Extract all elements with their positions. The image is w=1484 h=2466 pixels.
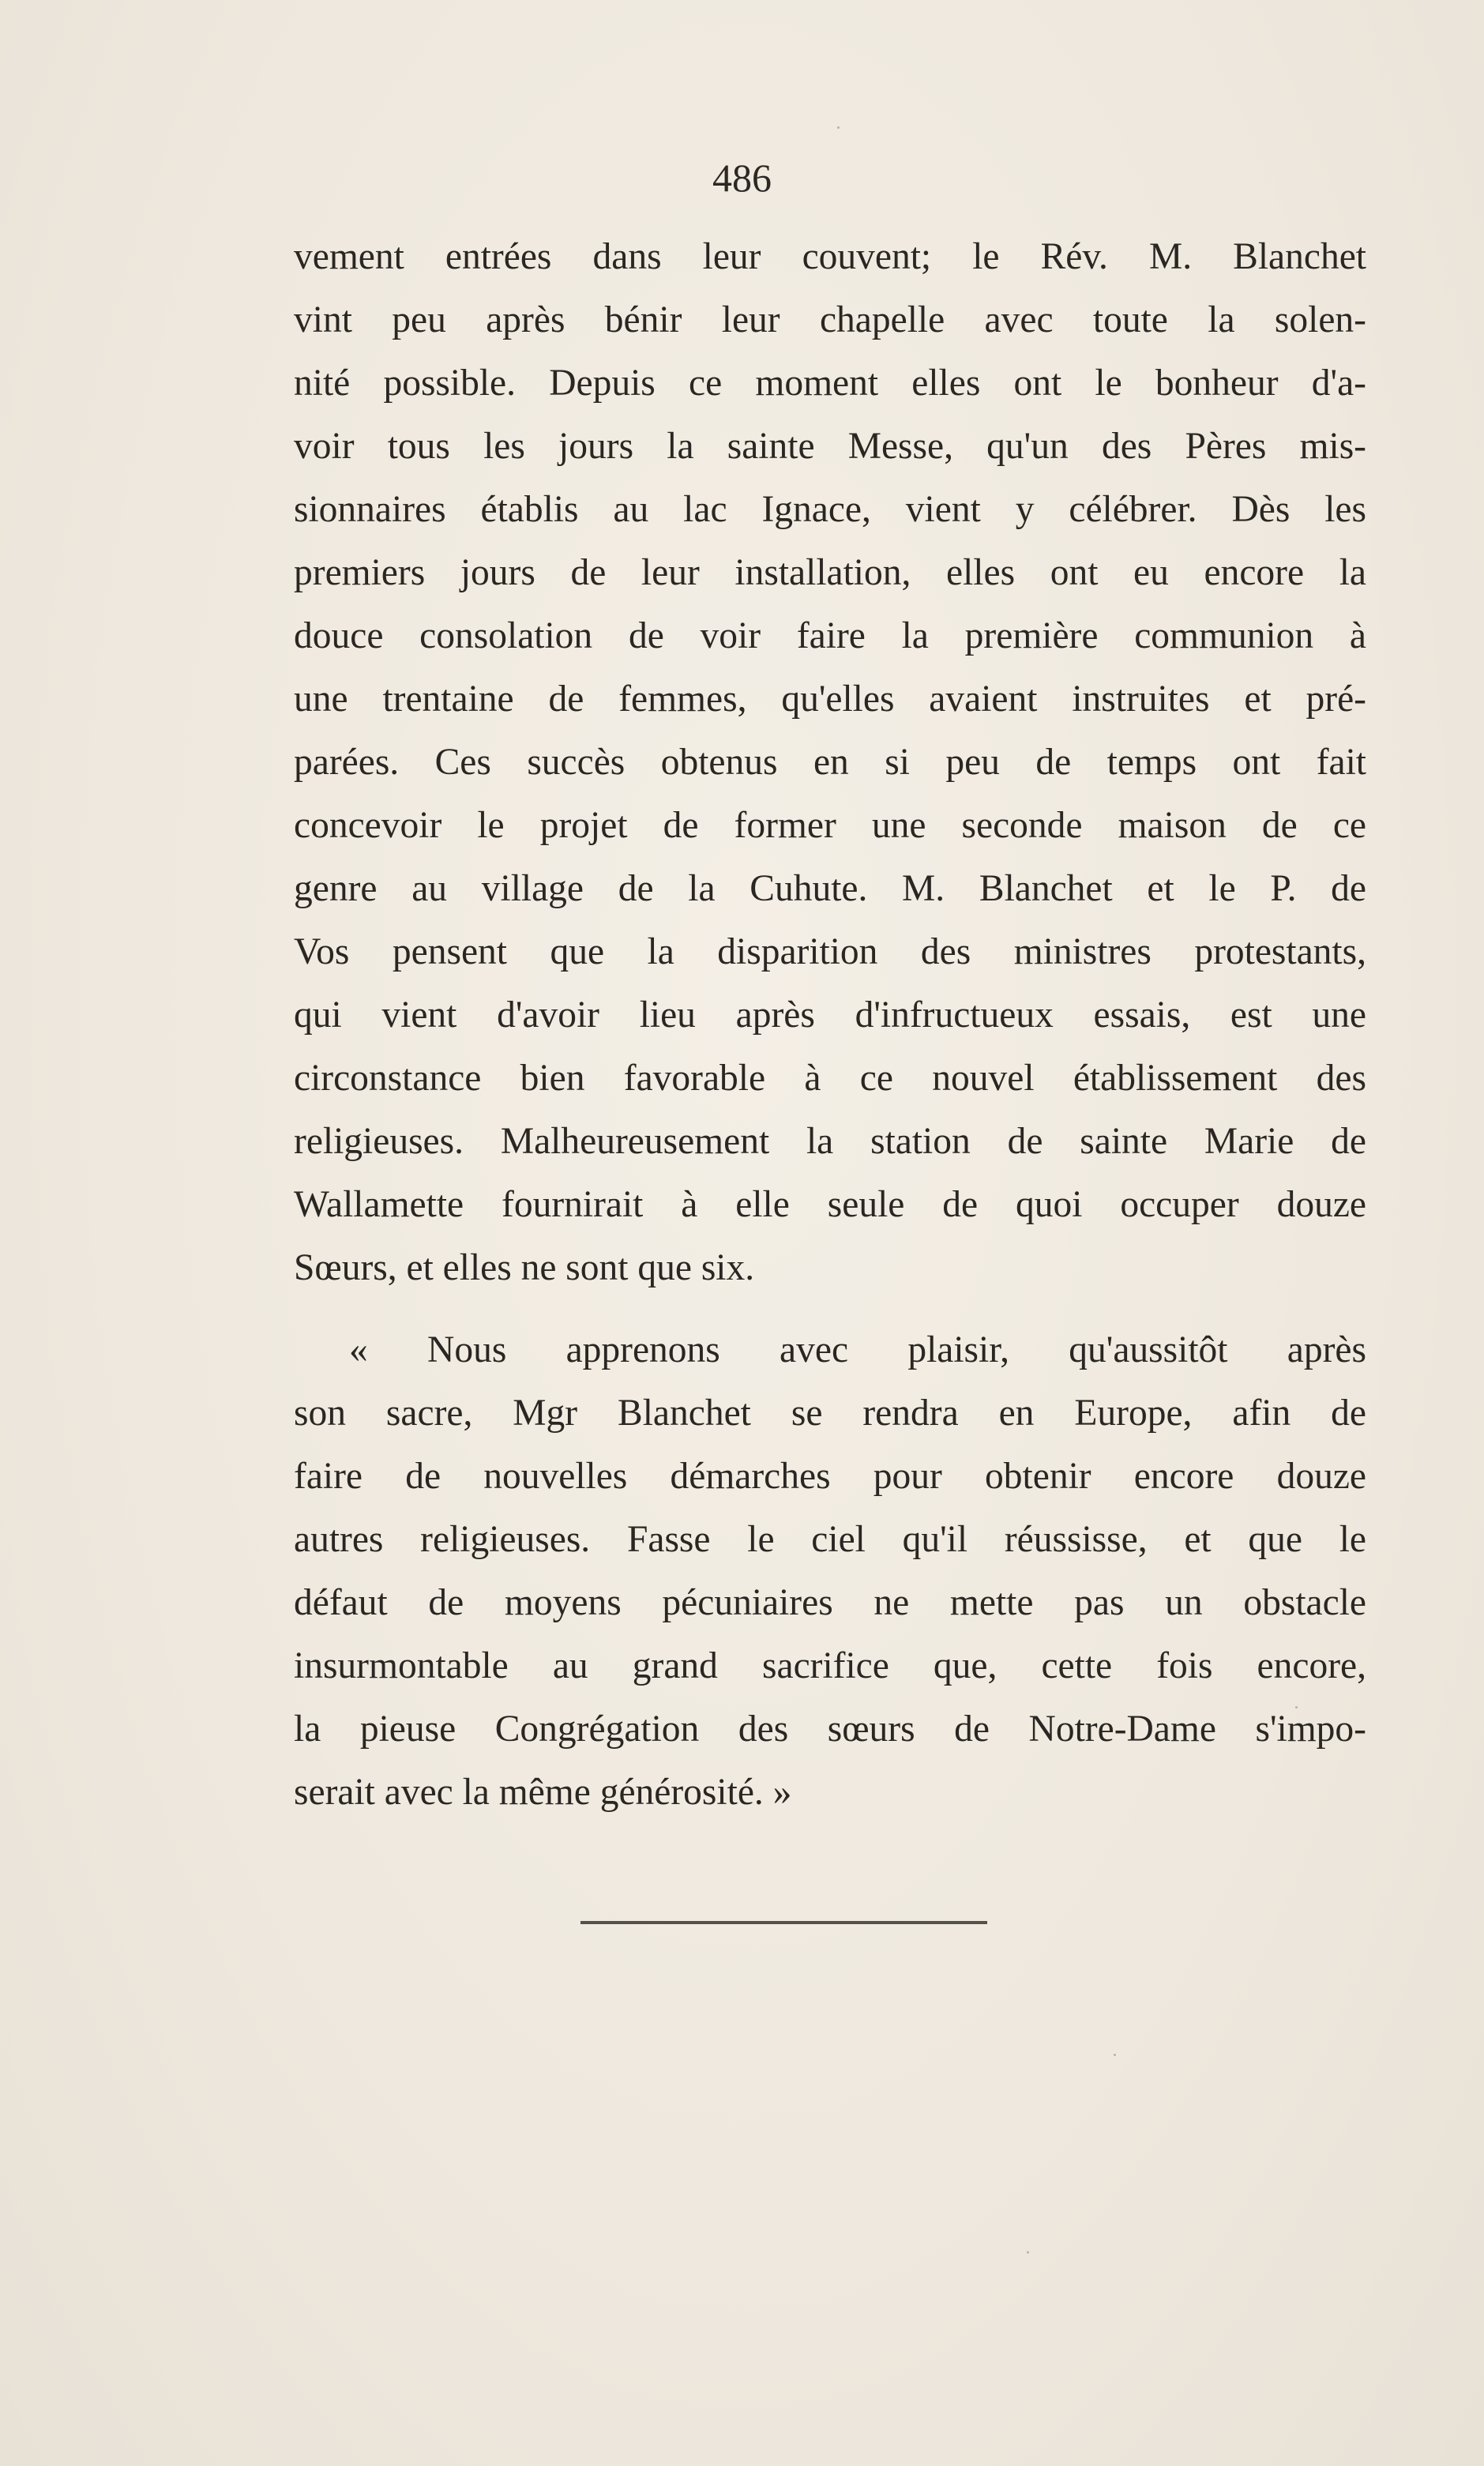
text-line: défaut de moyens pécuniaires ne mette pas un obstacle xyxy=(294,1582,1366,1623)
text-line: vement entrées dans leur couvent; le Rév. M. Blanchet xyxy=(294,236,1366,277)
text-line: une trentaine de femmes, qu'elles avaient instruites et pré- xyxy=(294,679,1366,720)
text-line: douce consolation de voir faire la première communion à xyxy=(294,615,1366,656)
text-line: nité possible. Depuis ce moment elles ont le bonheur d'a- xyxy=(294,363,1366,404)
text-line: insurmontable au grand sacrifice que, cette fois encore, xyxy=(294,1645,1366,1686)
text-line: Wallamette fournirait à elle seule de quoi occuper douze xyxy=(294,1184,1366,1225)
paper-speck xyxy=(1114,2054,1116,2056)
paragraph-1 xyxy=(294,225,1366,1299)
page-number: 486 xyxy=(712,156,772,200)
paper-speck xyxy=(1295,1706,1298,1709)
text-line: religieuses. Malheureusement la station de sainte Marie de xyxy=(294,1121,1366,1162)
text-line: genre au village de la Cuhute. M. Blanchet et le P. de xyxy=(294,868,1366,909)
section-divider xyxy=(580,1921,987,1924)
text-line: serait avec la même générosité. » xyxy=(294,1772,792,1813)
text-line: qui vient d'avoir lieu après d'infructueux essais, est une xyxy=(294,994,1366,1036)
text-line: vint peu après bénir leur chapelle avec toute la solen- xyxy=(294,299,1366,340)
paper-speck xyxy=(837,126,840,129)
text-line: parées. Ces succès obtenus en si peu de temps ont fait xyxy=(294,742,1366,783)
text-line: Vos pensent que la disparition des ministres protestants, xyxy=(294,931,1366,972)
text-line: sionnaires établis au lac Ignace, vient y célébrer. Dès les xyxy=(294,489,1366,530)
text-line: son sacre, Mgr Blanchet se rendra en Europe, afin de xyxy=(294,1393,1366,1434)
text-line: « Nous apprenons avec plaisir, qu'aussitôt après xyxy=(349,1329,1366,1370)
text-line: la pieuse Congrégation des sœurs de Notre-Dame s'impo- xyxy=(294,1709,1366,1750)
paper-speck xyxy=(1027,2251,1029,2254)
body-text xyxy=(294,225,1366,1824)
text-line: Sœurs, et elles ne sont que six. xyxy=(294,1247,755,1288)
text-line: concevoir le projet de former une seconde maison de ce xyxy=(294,805,1366,846)
text-line: autres religieuses. Fasse le ciel qu'il réussisse, et que le xyxy=(294,1519,1366,1560)
text-line: premiers jours de leur installation, elles ont eu encore la xyxy=(294,552,1366,593)
text-line: circonstance bien favorable à ce nouvel établissement des xyxy=(294,1058,1366,1099)
text-line: faire de nouvelles démarches pour obtenir encore douze xyxy=(294,1456,1366,1497)
text-line: voir tous les jours la sainte Messe, qu'un des Pères mis- xyxy=(294,426,1366,467)
paragraph-2 xyxy=(294,1318,1366,1824)
